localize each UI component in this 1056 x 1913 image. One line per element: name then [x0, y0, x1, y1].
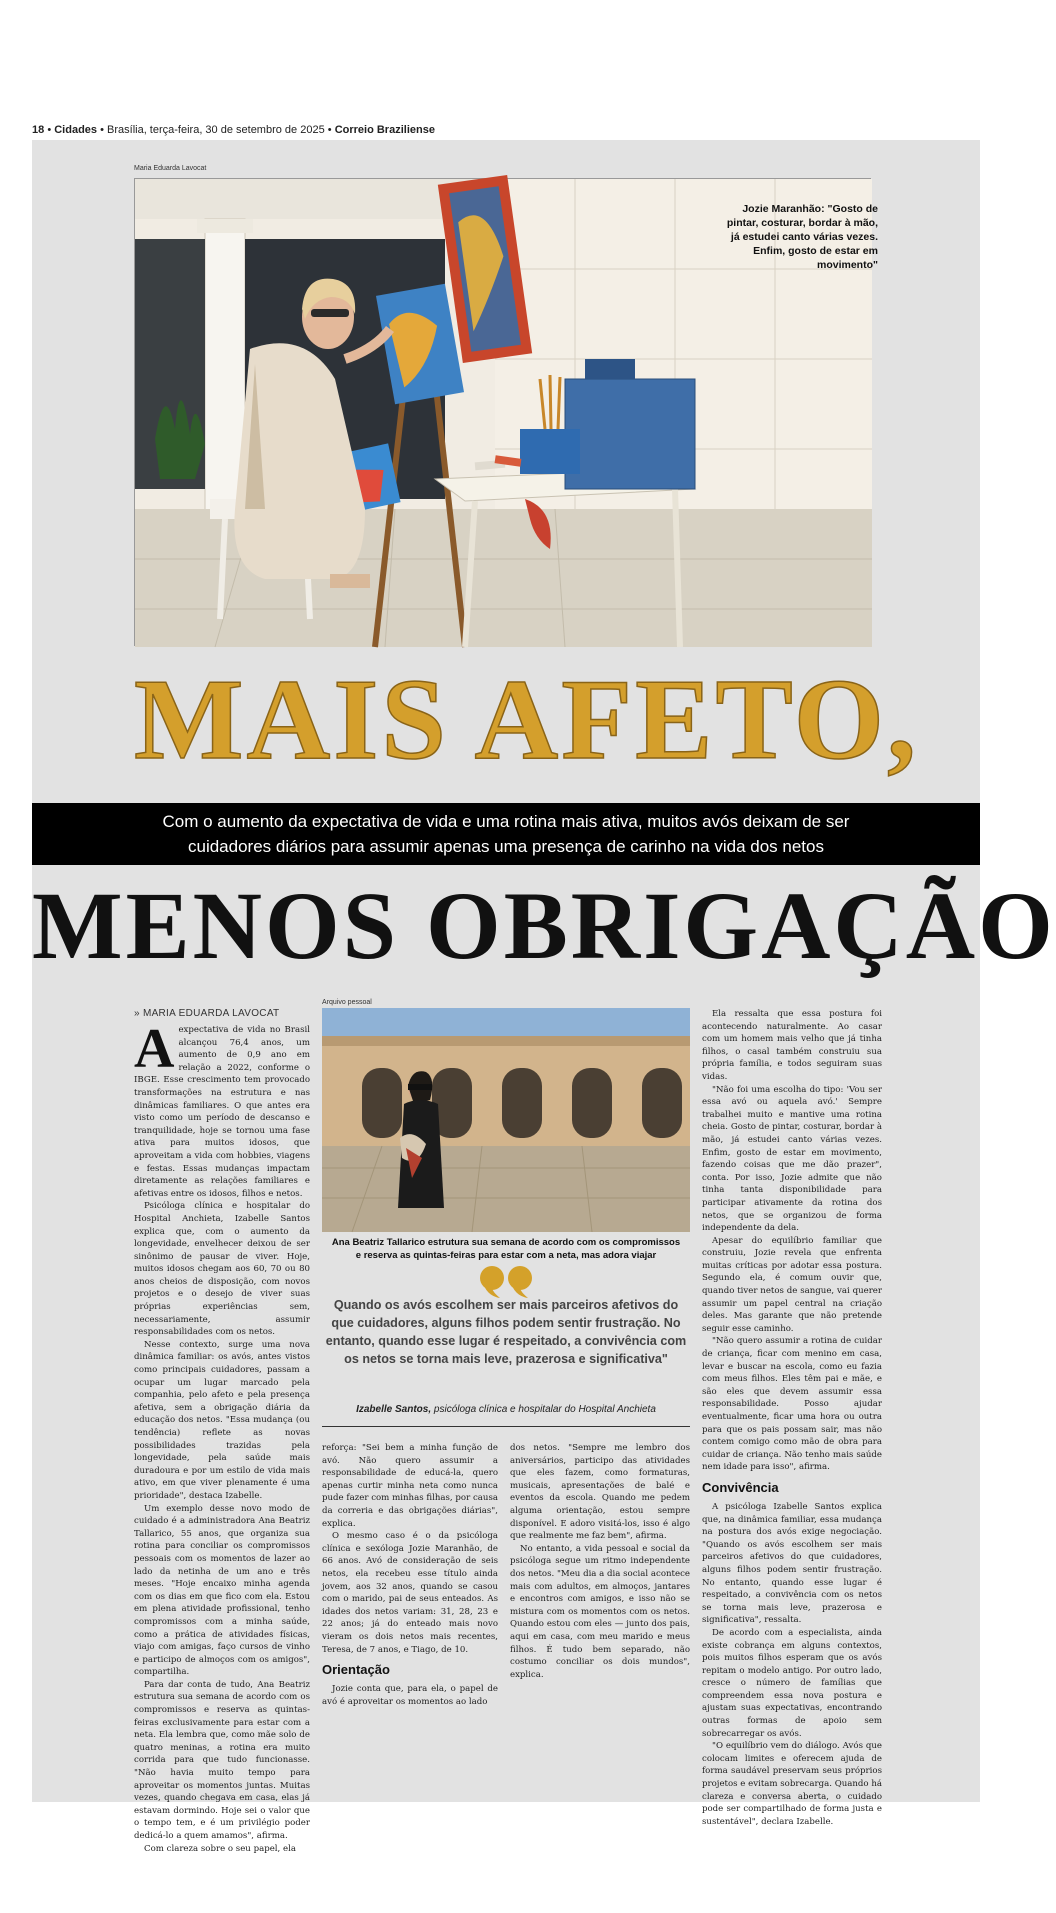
lead-paragraph	[134, 1018, 310, 1200]
folio-separator: •	[327, 124, 335, 136]
paragraph: O mesmo caso é o da psicóloga clínica e sexóloga Jozie Maranhão, de 66 anos. Avó de consideração de seis netos, ela recebeu esse título ainda jovem, aos 32 anos, quando se casou com o marido, pai de seus enteados. As idades dos netos variam: 31, 28, 23 e 22 anos; já do enteado mais novo vieram os dois netos mais recentes, Teresa, de 7 anos, e Tiago, de 10.	[322, 1531, 498, 1655]
photo2-caption	[322, 1236, 690, 1262]
caption-line: Ana Beatriz Tallarico estrutura sua semana de acordo com os compromissos	[331, 1237, 681, 1248]
subheading-orientacao: Orientação	[322, 1662, 390, 1678]
paragraph: reforça: "Sei bem a minha função de avó. Não quero assumir a responsabilidade de educá-la, quero apenas curtir minha neta como nunca pude fazer com minhas filhas, por causa da correria e das obrigações diárias", explica.	[322, 1443, 498, 1529]
article-column-4	[702, 1008, 882, 1827]
photo2-credit: Arquivo pessoal	[322, 999, 372, 1006]
paragraph: Jozie conta que, para ela, o papel de avó é aproveitar os momentos ao lado	[322, 1684, 498, 1707]
paragraph: Apesar do equilíbrio familiar que construiu, Jozie revela que enfrenta muitas críticas por adotar essa postura. Segundo ela, é comum ouvir que, quando tiver netos de sangue, vai querer assumir um papel central na criação deles. Mas garante que não pretende seguir esse caminho.	[702, 1235, 882, 1334]
paragraph: dos netos. "Sempre me lembro dos aniversários, participo das atividades que eles fazem, como formaturas, musicais, apresentações de balé e eventos da escola. Quando me pedem alguma orientação, estou sempre disponível. E adoro visitá-los, isso é algo que realmente me faz bem", afirma.	[510, 1443, 690, 1542]
caption-line: e reserva as quintas-feiras para estar com a neta, mas adora viajar	[355, 1250, 657, 1261]
deck-line-1: Com o aumento da expectativa de vida e uma rotina mais ativa, muitos avós deixam de ser	[162, 812, 850, 831]
paragraph-text: expectativa de vida no Brasil alcançou 76,4 anos, um aumento de 0,9 ano em relação a 2022, conforme o IBGE. Esse crescimento tem provocado transformações na estrutura e nas dinâmicas familiares. O que antes era visto como um período de descanso e tranquilidade, hoje se tornou uma fase ativa para muitos idosos, que aproveitam a vida com hobbies, viagens e festas. Essas mudanças impactam diretamente as relações familiares e afetivas entre os idosos, filhos e netos.	[134, 1025, 310, 1199]
attribution-name: Izabelle Santos,	[356, 1404, 432, 1415]
page-number: 18	[32, 124, 45, 136]
folio-separator: •	[47, 124, 55, 136]
paragraph: No entanto, a vida pessoal e social da psicóloga segue um ritmo independente dos netos. "Meu dia a dia social acontece mais com adultos, em almoços, jantares e encontros com amigos, e isso não se mistura com os momentos com os netos. Quando estou com eles — junto dos pais, aqui em casa, com meu marido e meus filhos. É tudo bem separado, não costumo conciliar os dois mundos", explica.	[510, 1543, 690, 1680]
hero-photo-credit: Maria Eduarda Lavocat	[134, 165, 207, 172]
divider	[322, 1426, 690, 1427]
attribution-role: psicóloga clínica e hospitalar do Hospital Anchieta	[433, 1404, 656, 1415]
deck-bar	[32, 803, 980, 865]
drop-cap: A	[134, 1018, 175, 1080]
headline-bottom: MENOS OBRIGAÇÃO	[32, 872, 1056, 979]
paragraph: Nesse contexto, surge uma nova dinâmica familiar: os avós, antes vistos como principais cuidadores, passam a ocupar um lugar marcado pela companhia, pelo afeto e pela presença afetiva, sem a obrigação diária da educação dos netos. "Essa mudança (ou tendência) reflete as novas possibilidades trazidas pela longevidade, pela saúde mais duradoura e por um estilo de vida mais ativo, em que viver plenamente é uma prioridade", destaca Izabelle.	[134, 1339, 310, 1501]
paragraph: "Não foi uma escolha do tipo: 'Vou ser essa avó ou aquela avó.' Sempre trabalhei muito e mantive uma rotina cheia. Gosto de pintar, costurar, bordar à mão, já estudei canto várias vezes. Enfim, gosto de estar em movimento, fazendo coisas que me dão prazer", conta. Por isso, Jozie admite que não tinha tanta disponibilidade para participar ativamente da rotina dos netos, que se organizou de forma independente da dela.	[702, 1084, 882, 1234]
paragraph: Psicóloga clínica e hospitalar do Hospital Anchieta, Izabelle Santos explica que, com o aumento da longevidade, envelhecer deixou de ser sinônimo de pausar de viver. Hoje, muitos idosos chegam aos 60, 70 ou 80 anos cheios de disposição, com novos projetos e o desejo de viver suas próprias experiências sem, necessariamente, assumir responsabilidades com os netos.	[134, 1201, 310, 1338]
section-name: Cidades	[54, 124, 98, 136]
paragraph: Ela ressalta que essa postura foi acontecendo naturalmente. Ao casar com um homem mais velho que já tinha filhos, o casal também construiu sua própria família, e todos seguiram suas vidas.	[702, 1009, 882, 1082]
pull-quote: Quando os avós escolhem ser mais parceiros afetivos do que cuidadores, alguns filhos podem sentir frustração. No entanto, quando esse lugar é respeitado, a convivência com os netos se torna mais leve, prazerosa e significativa"	[325, 1298, 687, 1366]
paragraph: "O equilíbrio vem do diálogo. Avós que colocam limites e oferecem ajuda de forma saudável preservam seus próprios projetos e evitam sobrecarga. Quando há clareza e conversa aberta, o cuidado pode ser compartilhado de forma justa e sustentável", declara Izabelle.	[702, 1741, 882, 1827]
folio-separator: •	[100, 124, 108, 136]
article-column-2	[322, 1442, 498, 1794]
headline-top: MAIS AFETO,	[134, 656, 920, 784]
folio-line	[32, 124, 435, 136]
paragraph: Um exemplo desse novo modo de cuidado é a administradora Ana Beatriz Tallarico, 55 anos, que organiza sua rotina para conciliar os compromissos pessoais com os momentos de lazer ao lado da netinha de um ano e três meses. "Hoje encaixo minha agenda com os dias em que fico com ela. Estou em plena atividade profissional, tenho compromissos com a minha saúde, como a prática de atividades físicas, viajo com amigas, faço cursos de vinho e participo de almoços com os amigos", compartilha.	[134, 1503, 310, 1678]
paragraph: "Não quero assumir a rotina de cuidar de criança, ficar com menino em casa, levar e buscar na escola, como eu fazia com meus filhos. Eles têm pai e mãe, e são eles que devem assumir essa responsabilidade. Posso ajudar eventualmente, ficar uma hora ou outra para que os pais possam sair, mas não contem comigo como mão de obra para cuidar de criança. Não tenho mais saúde nem idade para isso", afirma.	[702, 1336, 882, 1473]
paragraph: De acordo com a especialista, ainda existe cobrança em alguns contextos, pois muitos filhos esperam que os avós repitam o modelo antigo. Por outro lado, cresce o número de famílias que compreendem essa nova postura e ajustam suas expectativas, encontrando outras formas de apoio sem sobrecarregar os avós.	[702, 1627, 882, 1739]
deck-line-2: cuidadores diários para assumir apenas uma presença de carinho na vida dos netos	[188, 837, 824, 856]
paragraph: Para dar conta de tudo, Ana Beatriz estrutura sua semana de acordo com os compromissos e reserva as quintas-feiras exclusivamente para estar com a neta. Ela lembra que, como mãe solo de quatro meninas, a rotina era muito corrida para que tudo funcionasse. "Não havia muito tempo para aproveitar os momentos juntas. Muitas vezes, quando chegava em casa, elas já estavam dormindo. Hoje sei o valor que o tempo tem, e é um privilégio poder dedicá-lo a quem amamos", afirma.	[134, 1679, 310, 1841]
photo-ana-beatriz	[322, 1008, 690, 1232]
paragraph: Com clareza sobre o seu papel, ela	[144, 1843, 296, 1854]
article-column-1	[134, 1018, 310, 1854]
dateline: Brasília, terça-feira, 30 de setembro de 2025	[107, 124, 325, 136]
subheading-convivencia: Convivência	[702, 1479, 779, 1495]
paper-name: Correio Braziliense	[334, 124, 435, 136]
paragraph: A psicóloga Izabelle Santos explica que, na dinâmica familiar, essa mudança na postura dos avós exige negociação. "Quando os avós escolhem ser mais parceiros afetivos do que cuidadores, alguns filhos podem sentir frustração. No entanto, quando esse lugar é respeitado, a convivência com os netos se torna mais leve, prazerosa e significativa", ressalta.	[702, 1501, 882, 1626]
pull-quote-attribution	[322, 1404, 690, 1415]
hero-caption: Jozie Maranhão: "Gosto de pintar, costurar, bordar à mão, já estudei canto várias vezes. Enfim, gosto de estar em movimento"	[726, 203, 878, 271]
article-column-3	[510, 1442, 690, 1794]
byline: » MARIA EDUARDA LAVOCAT	[134, 1008, 280, 1019]
